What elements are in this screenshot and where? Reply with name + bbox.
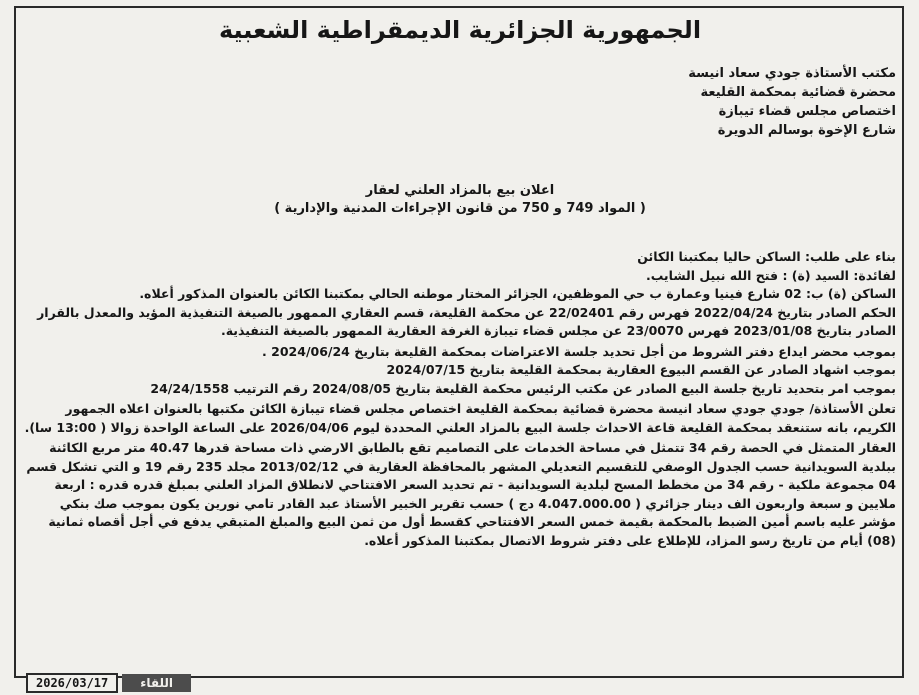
announcement-articles: ( المواد 749 و 750 من قانون الإجراءات المدنية والإدارية ) <box>274 201 646 216</box>
office-jurisdiction: اختصاص مجلس قضاء تيبازة <box>718 104 896 119</box>
body-paragraph: الحكم الصادر بتاريخ 2022/04/24 فهرس رقم 22/02401 عن محكمة القليعة، قسم العقاري الممهور بالصيغة التنفيذية المؤيد والمعدل بالقرار الصادر بتاريخ 2023/01/08 فهرس 23/0070 عن مجلس قضاء تيبازة الغرفة العقارية الممهور بالصيغة التنفيذية. <box>37 304 896 338</box>
body-paragraph: الساكن (ة) ب: 02 شارع فينيا وعمارة ب حي الموظفين، الجزائر المختار موطنه الحالي بمكتبنا الكائن بالعنوان المذكور أعلاه. <box>139 286 896 301</box>
notice-content <box>24 14 896 550</box>
notice-body <box>24 248 896 550</box>
body-paragraph: تعلن الأستاذة/ جودي جودي سعاد انيسة محضرة قضائية بمحكمة القليعة اختصاص مجلس قضاء تيبازة الكائن مكتبها بالعنوان اعلاه الجمهور الكريم، بانه ستنعقد بمحكمة القليعة قاعة الاحداث جلسة البيع بالمزاد العلني المحددة ليوم 2026/04/06 على الساعة الواحدة زوالا ( 13:00 سا). <box>24 401 896 435</box>
publication-name: اللقاء <box>122 674 191 692</box>
announcement-title: اعلان بيع بالمزاد العلني لعقار <box>365 183 555 198</box>
announcement-heading <box>24 182 896 218</box>
office-address: شارع الإخوة بوسالم الدويرة <box>717 123 896 138</box>
publication-footer <box>26 673 191 693</box>
body-paragraph: بموجب محضر ايداع دفتر الشروط من أجل تحديد جلسة الاعتراضات بمحكمة القليعة بتاريخ 2024/06/24 . <box>262 343 896 359</box>
body-paragraph: العقار المتمثل في الحصة رقم 34 تتمثل في مساحة الخدمات على التصاميم تقع بالطابق الارضي ذات مساحة قدرها 40.47 متر مربع الكائنة ببلدية السويدانية حسب الجدول الوصفي للتقسيم التعديلي المشهر بالمحافظة العقارية في 2013/02/12 مجلد 235 رقم 19 و التي تشكل قسم 04 مجموعة ملكية - رقم 34 من مخطط المسح لبلدية السويدانية - تم تحديد السعر الافتتاحي لانطلاق المزاد العلني بمبلغ قدره قدره : اربعة ملايين و سبعة واربعون الف دينار جزائري ( 4.047.000.00 دج ) حسب تقرير الخبير الأستاذ عبد القادر تامي نورين يكون بموجب صك بنكي مؤشر عليه باسم أمين الضبط بالمحكمة بقيمة خمس السعر الافتتاحي كقسط أول من ثمن البيع والمبلغ المتبقي يدفع في أجل أقصاه ثمانية (08) أيام من تاريخ رسو المزاد، للإطلاع على دفتر شروط الاتصال بمكتبنا المذكور أعلاه. <box>26 440 896 548</box>
body-paragraph: بموجب اشهاد الصادر عن القسم البيوع العقارية بمحكمة القليعة بتاريخ 2024/07/15 <box>386 362 896 377</box>
office-court: محضرة قضائية بمحكمة القليعة <box>700 85 896 100</box>
body-paragraph: لفائدة: السيد (ة) : فتح الله نبيل الشايب. <box>645 267 896 283</box>
publication-date: 2026/03/17 <box>26 673 118 693</box>
body-paragraph: بناء على طلب: الساكن حاليا بمكتبنا الكائن <box>637 249 896 264</box>
republic-heading: الجمهورية الجزائرية الديمقراطية الشعبية <box>218 16 702 44</box>
bailiff-office-block <box>24 64 896 140</box>
office-name: مكتب الأستاذة جودي سعاد انيسة <box>688 66 896 81</box>
body-paragraph: بموجب امر بتحديد تاريخ جلسة البيع الصادر عن مكتب الرئيس محكمة القليعة بتاريخ 2024/08/05 رقم الترتيب 24/24/1558 <box>150 380 896 396</box>
